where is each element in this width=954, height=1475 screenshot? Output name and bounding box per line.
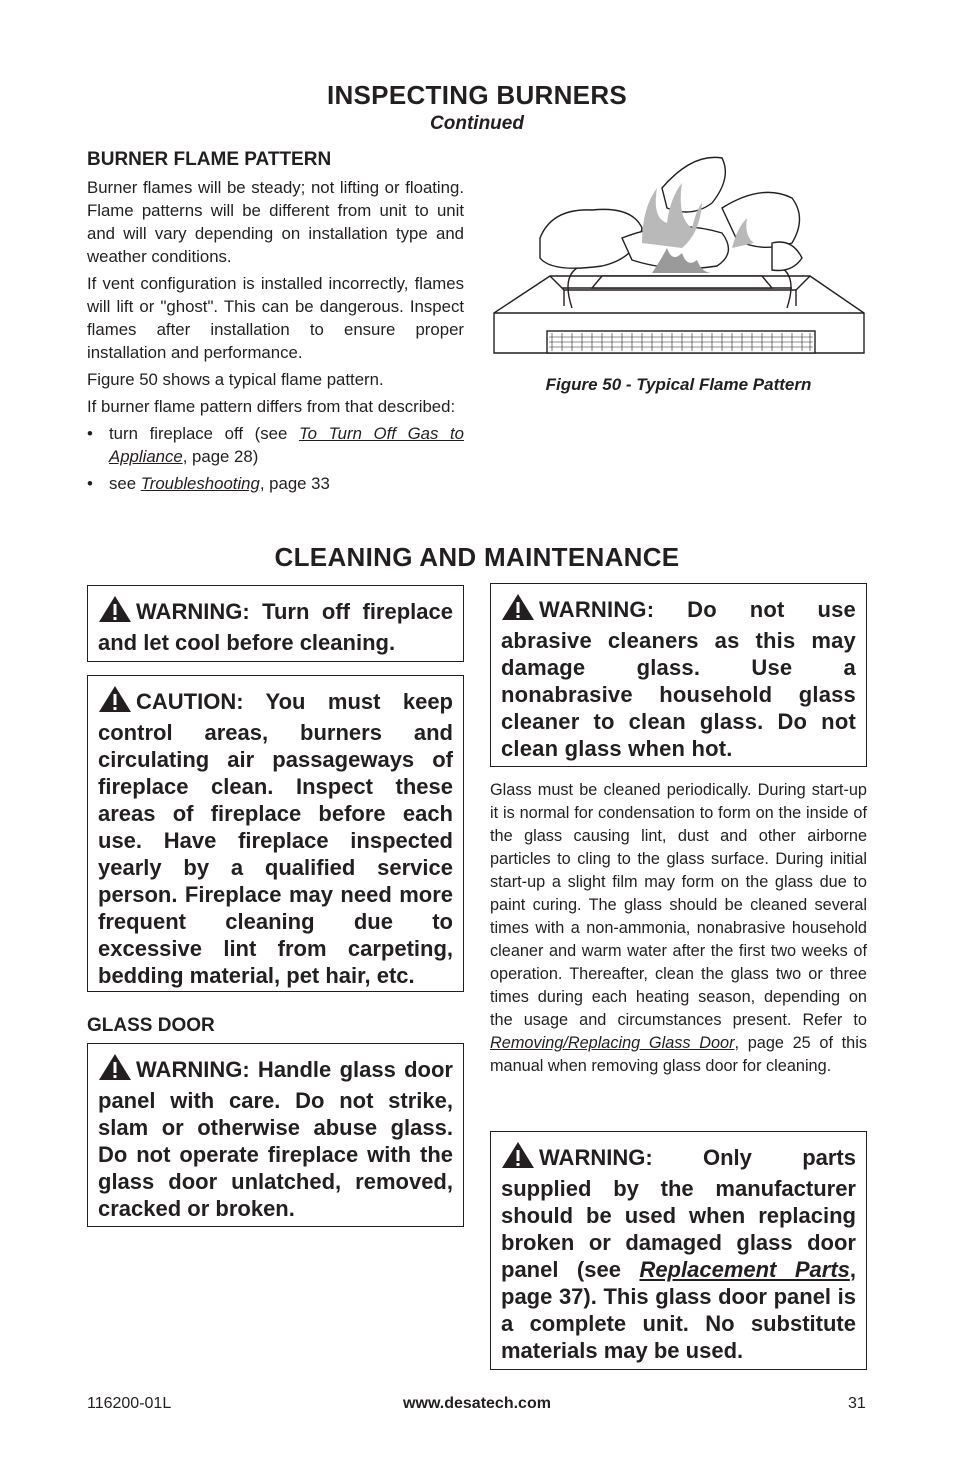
list-item bbox=[87, 472, 464, 495]
caution-box bbox=[87, 675, 464, 992]
glass-cleaning-paragraph bbox=[490, 779, 867, 1078]
warning-turn-off-text: WARNING: Turn off fireplace and let cool before cleaning. bbox=[98, 599, 453, 655]
footer-doc-number: 116200-01L bbox=[87, 1395, 172, 1412]
bullet-text: see bbox=[109, 474, 141, 493]
link-removing-replacing-glass-door[interactable]: Removing/Replacing Glass Door bbox=[490, 1034, 735, 1052]
warning-box-turn-off bbox=[87, 585, 464, 662]
burner-action-list bbox=[87, 422, 464, 495]
figure-caption: Figure 50 - Typical Flame Pattern bbox=[545, 375, 812, 394]
footer-page-number: 31 bbox=[848, 1395, 866, 1412]
fireplace-illustration bbox=[492, 148, 868, 366]
burner-paragraph-4: If burner flame pattern differs from that described: bbox=[87, 397, 456, 416]
warning-glass-handling-text: WARNING: Handle glass door panel with care. Do not strike, slam or otherwise abuse glass. Do not operate fireplace with the glass door unlatched, removed, cracked or broken. bbox=[98, 1057, 453, 1221]
glass-paragraph-text: Glass must be cleaned periodically. During start-up it is normal for condensation to form on the inside of the glass causing lint, dust and other airborne particles to cling to the glass surface. During initial start-up a slight film may form on the glass due to paint curing. The glass should be cleaned several times with a non-ammonia, nonabrasive household cleaner and warm water after the first two weeks of operation. Thereafter, clean the glass two or three times during each heating season, depending on the usage and circumstances present. Refer to bbox=[490, 781, 867, 1029]
section-title-inspecting-burners: INSPECTING BURNERS bbox=[326, 80, 628, 110]
warning-box-replacement-parts bbox=[490, 1131, 867, 1370]
warning-triangle-icon bbox=[98, 685, 132, 719]
burner-flame-pattern-heading: BURNER FLAME PATTERN bbox=[87, 149, 332, 170]
glass-door-heading: GLASS DOOR bbox=[87, 1015, 215, 1036]
burner-paragraph-1: Burner flames will be steady; not lifting or floating. Flame patterns will be different from unit to unit and will vary depending on installation type and weather conditions. bbox=[87, 178, 464, 266]
burner-flame-text bbox=[87, 176, 464, 499]
warning-triangle-icon bbox=[98, 595, 132, 629]
link-replacement-parts[interactable]: Replacement Parts bbox=[639, 1257, 850, 1282]
warning-box-glass-handling bbox=[87, 1043, 464, 1227]
bullet-text: turn fireplace off (see bbox=[109, 424, 299, 443]
glass-paragraph-text-end: , page 25 of this manual when removing glass door for cleaning. bbox=[490, 1034, 867, 1075]
bullet-text: , page 28) bbox=[182, 447, 259, 466]
burner-paragraph-3: Figure 50 shows a typical flame pattern. bbox=[87, 370, 384, 389]
warning-triangle-icon bbox=[501, 593, 535, 627]
warning-triangle-icon bbox=[98, 1053, 132, 1087]
section-title-cleaning-maintenance: CLEANING AND MAINTENANCE bbox=[274, 542, 680, 572]
link-troubleshooting[interactable]: Troubleshooting bbox=[140, 474, 260, 493]
list-item bbox=[87, 422, 464, 468]
warning-parts-text: WARNING: Only parts supplied by the manufacturer should be used when replacing broken or damaged glass door panel (see bbox=[501, 1145, 856, 1282]
warning-triangle-icon bbox=[501, 1141, 535, 1175]
warning-parts-text-end: , page 37). This glass door panel is a complete unit. No substitute materials may be used. bbox=[501, 1257, 857, 1363]
bullet-text: , page 33 bbox=[259, 474, 330, 493]
fireplace-drawing bbox=[492, 148, 868, 366]
caution-text: CAUTION: You must keep control areas, burners and circulating air passageways of fireplace clean. Inspect these areas of fireplace before each use. Have fireplace inspected yearly by a qualified service person. Fireplace may need more frequent cleaning due to excessive lint from carpeting, bedding material, pet hair, etc. bbox=[98, 689, 453, 988]
warning-abrasive-text: WARNING: Do not use abrasive cleaners as this may damage glass. Use a nonabrasive household glass cleaner to clean glass. Do not clean glass when hot. bbox=[501, 597, 856, 761]
footer-website[interactable]: www.desatech.com bbox=[403, 1395, 551, 1412]
burner-paragraph-2: If vent configuration is installed incorrectly, flames will lift or "ghost". This can be dangerous. Inspect flames after installation to ensure proper installation and performance. bbox=[87, 274, 464, 362]
link-turn-off-gas[interactable]: To Turn Off Gas to Appliance bbox=[109, 424, 464, 466]
warning-box-abrasive bbox=[490, 583, 867, 767]
section-continued-label: Continued bbox=[430, 113, 524, 134]
